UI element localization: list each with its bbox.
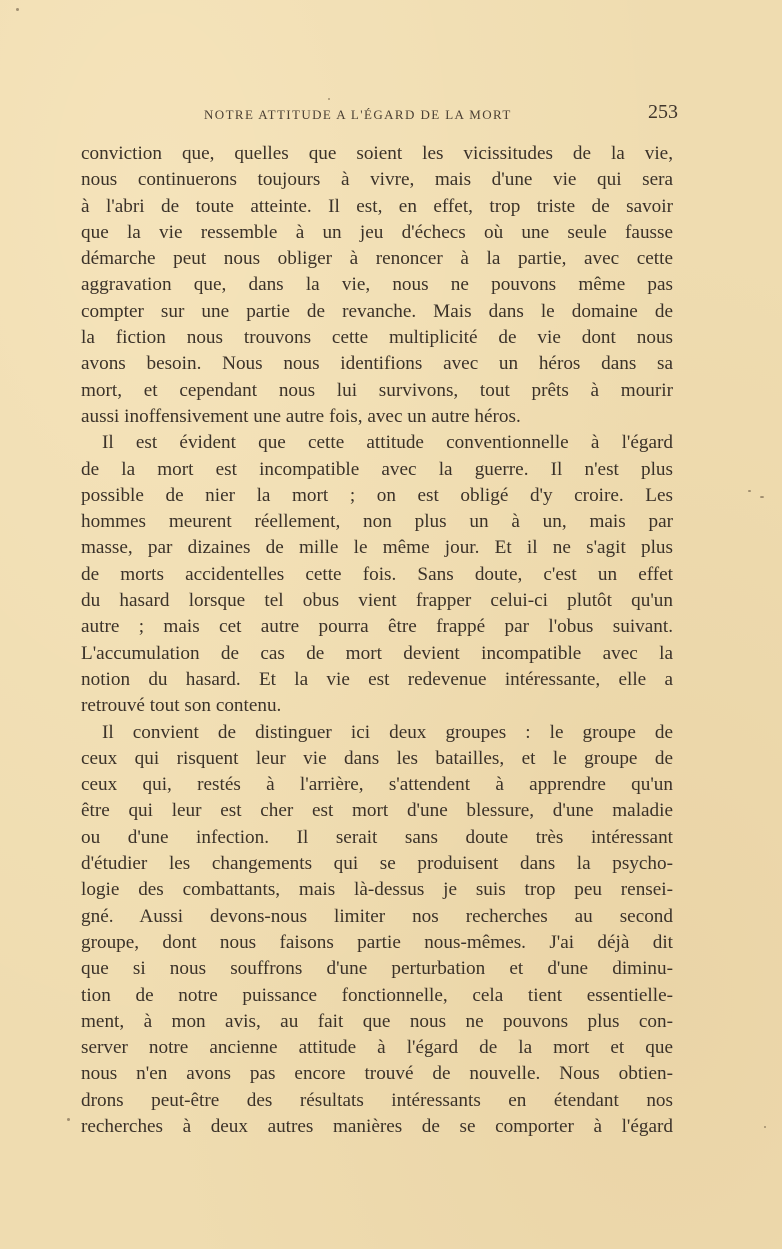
paper-speck: [67, 1118, 70, 1121]
text-line: de la mort est incompatible avec la guerre. Il n'est plus: [81, 458, 673, 480]
text-line: que la vie ressemble à un jeu d'échecs où une seule fausse: [81, 221, 673, 243]
text-line: avons besoin. Nous nous identifions avec un héros dans sa: [81, 353, 673, 375]
text-line: à l'abri de toute atteinte. Il est, en effet, trop triste de savoir: [81, 195, 673, 217]
text-line: masse, par dizaines de mille le même jour. Et il ne s'agit plus: [81, 537, 673, 559]
text-line: que si nous souffrons d'une perturbation et d'une diminu-: [81, 958, 673, 980]
body-text: [81, 141, 673, 1140]
text-line: aussi inoffensivement une autre fois, avec un autre héros.: [81, 405, 521, 427]
text-line: nous continuerons toujours à vivre, mais d'une vie qui sera: [81, 169, 673, 191]
text-line: retrouvé tout son contenu.: [81, 695, 282, 717]
text-line: de morts accidentelles cette fois. Sans doute, c'est un effet: [81, 563, 673, 585]
text-line: Il convient de distinguer ici deux groupes : le groupe de: [102, 721, 673, 743]
text-line: aggravation que, dans la vie, nous ne pouvons même pas: [81, 274, 673, 296]
text-line: ment, à mon avis, au fait que nous ne pouvons plus con-: [81, 1010, 673, 1032]
text-line: drons peut-être des résultats intéressants en étendant nos: [81, 1089, 673, 1111]
text-line: hommes meurent réellement, non plus un à un, mais par: [81, 511, 673, 533]
text-line: la fiction nous trouvons cette multiplicité de vie dont nous: [81, 327, 673, 349]
paper-speck: [748, 490, 751, 492]
text-line: compter sur une partie de revanche. Mais dans le domaine de: [81, 300, 673, 322]
text-line: nous n'en avons pas encore trouvé de nouvelle. Nous obtien-: [81, 1063, 673, 1085]
text-line: possible de nier la mort ; on est obligé d'y croire. Les: [81, 484, 673, 506]
running-head: [200, 101, 680, 125]
text-line: server notre ancienne attitude à l'égard de la mort et que: [81, 1037, 673, 1059]
paper-speck: [16, 8, 19, 11]
page-number: 253: [648, 101, 678, 123]
text-line: Il est évident que cette attitude conventionnelle à l'égard: [102, 432, 673, 454]
text-line: ou d'une infection. Il serait sans doute très intéressant: [81, 826, 673, 848]
text-line: tion de notre puissance fonctionnelle, cela tient essentielle-: [81, 984, 673, 1006]
text-line: autre ; mais cet autre pourra être frappé par l'obus suivant.: [81, 616, 673, 638]
paper-speck: [764, 1126, 766, 1128]
paper-speck: [760, 496, 764, 498]
text-line: être qui leur est cher est mort d'une blessure, d'une maladie: [81, 800, 673, 822]
text-line: ceux qui risquent leur vie dans les batailles, et le groupe de: [81, 747, 673, 769]
text-line: groupe, dont nous faisons partie nous-mêmes. J'ai déjà dit: [81, 931, 673, 953]
text-line: gné. Aussi devons-nous limiter nos recherches au second: [81, 905, 673, 927]
text-line: démarche peut nous obliger à renoncer à la partie, avec cette: [81, 248, 673, 270]
paper-speck: [328, 98, 330, 100]
text-line: notion du hasard. Et la vie est redevenue intéressante, elle a: [81, 668, 673, 690]
text-line: d'étudier les changements qui se produisent dans la psycho-: [81, 853, 673, 875]
running-title: NOTRE ATTITUDE A L'ÉGARD DE LA MORT: [204, 107, 512, 122]
text-line: du hasard lorsque tel obus vient frapper celui-ci plutôt qu'un: [81, 590, 673, 612]
text-line: ceux qui, restés à l'arrière, s'attendent à apprendre qu'un: [81, 774, 673, 796]
text-line: recherches à deux autres manières de se comporter à l'égard: [81, 1115, 673, 1137]
text-line: conviction que, quelles que soient les vicissitudes de la vie,: [81, 143, 673, 164]
text-line: L'accumulation de cas de mort devient incompatible avec la: [81, 642, 673, 664]
text-line: logie des combattants, mais là-dessus je suis trop peu rensei-: [81, 879, 673, 901]
text-line: mort, et cependant nous lui survivons, tout prêts à mourir: [81, 379, 673, 401]
